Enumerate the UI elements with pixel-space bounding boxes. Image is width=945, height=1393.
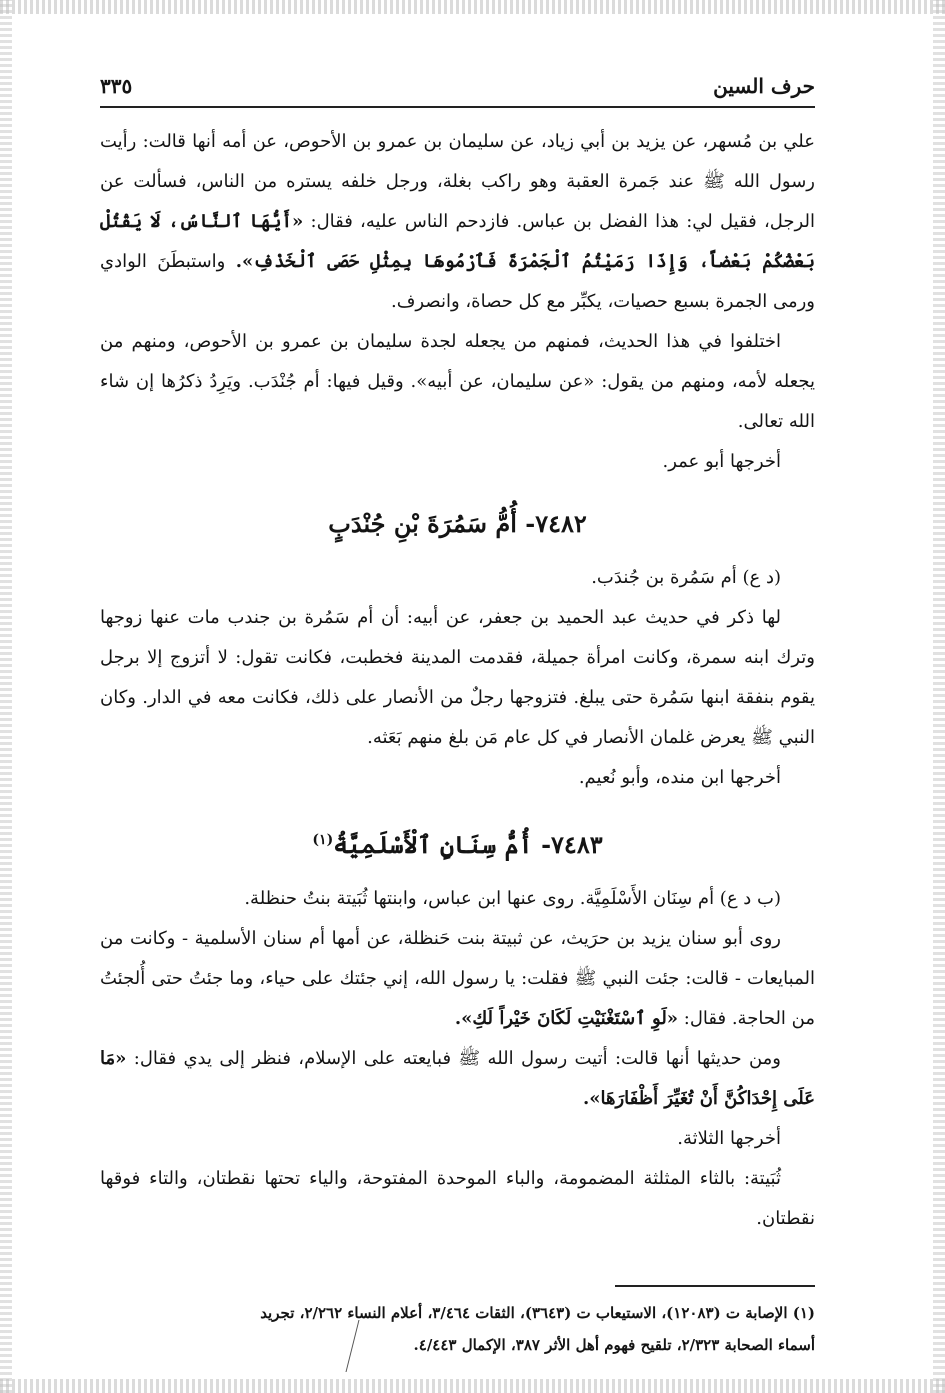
footnote <box>100 1297 815 1361</box>
intro-paragraph <box>100 122 815 322</box>
entry-7483-source: أخرجها الثلاثة. <box>677 1128 781 1149</box>
right-border <box>933 0 945 1393</box>
entry-7482-source: أخرجها ابن منده، وأبو نُعيم. <box>578 767 781 788</box>
footnote-marker: (١) <box>312 832 334 848</box>
bottom-border <box>0 1379 945 1393</box>
hadith-quote: «أَيُّهَا ٱلنَّاسُ، لَا يَقْتُلْ بَعْضُكُمْ بَعْضاً، وَإِذَا رَمَيْتُمُ ٱلْجَمْرَةَ فَٱرْمُوهَا بِمِثْلِ حَصَى ٱلْخَذْفِ». <box>100 211 816 272</box>
footnote-line-2: أسماء الصحابة ٢/٣٢٣، تلقيح فهوم أهل الأثر ٣٨٧، الإكمال ٤/٤٤٣. <box>413 1336 815 1354</box>
top-border <box>0 0 945 14</box>
entry-7482-paragraph: لها ذكر في حديث عبد الحميد بن جعفر، عن أبيه: أن أم سَمُرة بن جندب مات عنها زوجها وترك ابنه سمرة، وكانت امرأة جميلة، فقدمت المدينة فخطبت، فكانت تقول: لا أتزوج إلا برجل يقوم بنفقة ابنها سَمُرة حتى يبلغ. فتزوجها رجلٌ من الأنصار على ذلك، فكانت معه في الدار. وكان النبي ﷺ يعرض غلمان الأنصار في كل عام مَن بلغ منهم بَعَثه. <box>100 607 815 748</box>
entry-7483-text: روى أبو سنان يزيد بن حرَيث، عن ثبيتة بنت حَنظلة، عن أمها أم سنان الأسلمية - وكانت من المبايعات - قالت: جئت النبي ﷺ فقلت: يا رسول الله، إني جئتك على حياء، وما جئتُ حتى أُلجئتُ من الحاجة. فقال: <box>100 928 815 1029</box>
page-number: ٣٣٥ <box>100 74 133 98</box>
hadith-quote-2: «لَوِ ٱسْتَغْنَيْتِ لَكَانَ خَيْراً لَكِ». <box>454 1008 679 1029</box>
entry-heading-7483 <box>100 820 815 865</box>
running-title: حرف السين <box>713 74 815 98</box>
hadith-quote-3: «مَا عَلَى إِحْدَاكُنَّ أَنْ تُغَيِّرَ أَظْفَارَهَا». <box>100 1048 815 1109</box>
entry-7483-title: ٧٤٨٣- أُمُّ سِنَانٍ ٱلْأَسْلَمِيَّةُ <box>333 830 603 859</box>
source-line: أخرجها أبو عمر. <box>662 451 781 472</box>
page-body <box>100 122 815 1239</box>
intro-text-end: واستبطَنَ الوادي ورمى الجمرة بسبع حصيات، يكبِّر مع كل حصاة، وانصرف. <box>100 251 815 312</box>
entry-7483-line: (ب د ع) أم سِنَان الأَسْلَمِيَّة. روى عنها ابن عباس، وابنتها ثُبَيتة بنتُ حنظلة. <box>244 888 781 909</box>
book-page <box>100 60 815 1360</box>
entry-7483-note: ثُبَيتة: بالثاء المثلثة المضمومة، والباء الموحدة المفتوحة، والياء تحتها نقطتان، والتاء فوقها نقطتان. <box>100 1168 815 1229</box>
left-border <box>0 0 12 1393</box>
entry-7482-line: (د ع) أم سَمُرة بن جُندَب. <box>591 567 781 588</box>
entry-7483-paragraph-2 <box>100 1039 815 1119</box>
entry-heading-7482: ٧٤٨٢- أُمُّ سَمُرَةَ بْنِ جُنْدَبٍ <box>328 509 587 538</box>
entry-7483-text-2: ومن حديثها أنها قالت: أتيت رسول الله ﷺ فبايعته على الإسلام، فنظر إلى يدي فقال: <box>133 1048 782 1069</box>
footnote-separator <box>615 1285 815 1287</box>
entry-7483-paragraph <box>100 919 815 1039</box>
page-header <box>100 60 815 108</box>
footnote-line: (١) الإصابة ت (١٢٠٨٣)، الاستيعاب ت (٣٦٤٣)، الثقات ٣/٤٦٤، أعلام النساء ٢/٢٦٢، تجريد <box>260 1304 815 1322</box>
discussion-paragraph: اختلفوا في هذا الحديث، فمنهم من يجعله لجدة سليمان بن عمرو بن الأحوص، ومنهم من يجعله لأمه، ومنهم من يقول: «عن سليمان، عن أبيه». وقيل فيها: أم جُنْدَب. ويَرِدُ ذكرُها إن شاء الله تعالى. <box>100 331 815 432</box>
intro-text: علي بن مُسهر، عن يزيد بن أبي زياد، عن سليمان بن عمرو بن الأحوص، عن أمه أنها قالت: رأيت رسول الله ﷺ عند جَمرة العقبة وهو راكب بغلة، ورجل خلفه يستره من الناس، فسألت عن الرجل، فقيل لي: هذا الفضل بن عباس. فازدحم الناس عليه، فقال: <box>100 131 815 232</box>
